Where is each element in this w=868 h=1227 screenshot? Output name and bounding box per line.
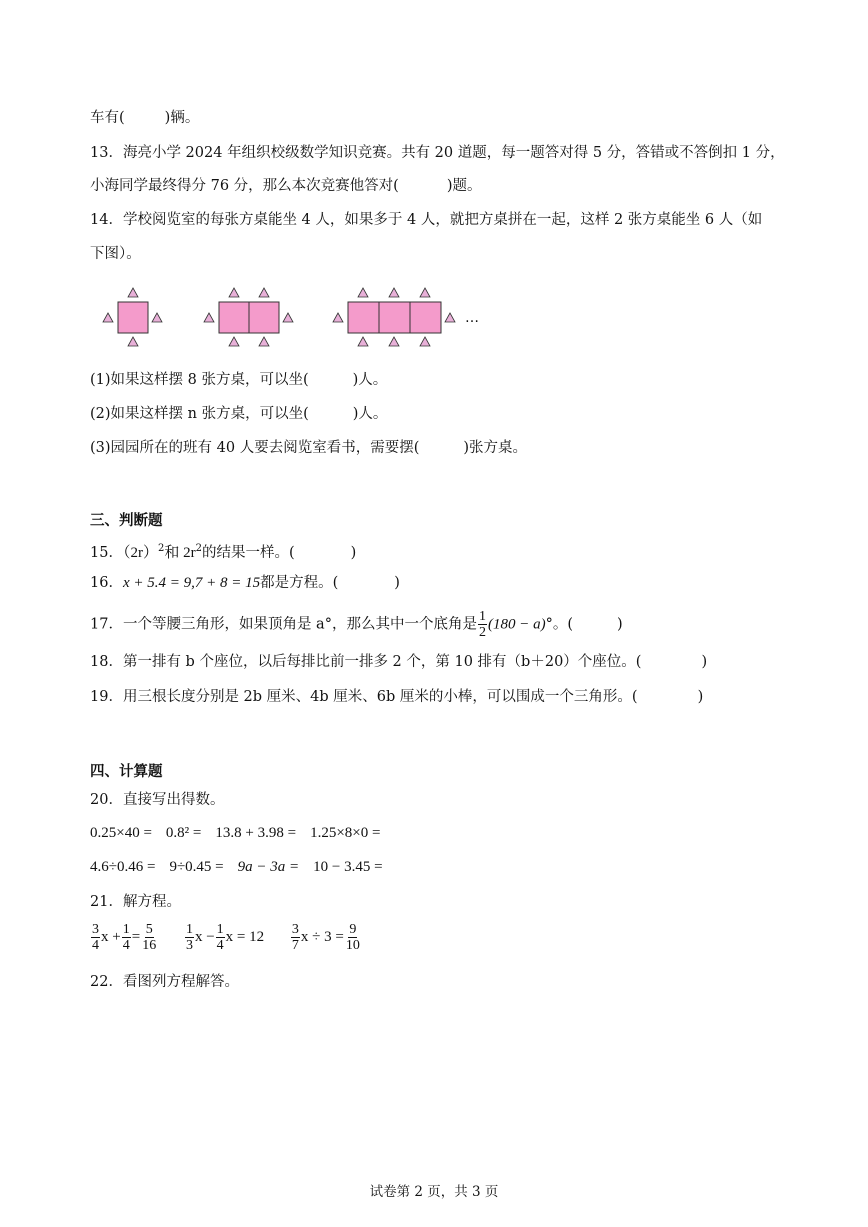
q21-eq3: [290, 922, 362, 954]
frac-denominator: 4: [92, 938, 99, 954]
seat-triangle: [229, 288, 239, 297]
frac-denominator: 4: [122, 938, 130, 954]
q14-sub1-text-after: )人。: [352, 372, 388, 388]
q15-expr1: （2r）: [122, 544, 158, 561]
q15-sup2: 2: [195, 543, 202, 554]
q14-sub2-text: (2)如果这样摆 n 张方桌，可以坐(: [90, 406, 309, 422]
q16-close: ): [394, 575, 400, 591]
q15-close: ): [350, 544, 357, 561]
q15-number: 15．: [90, 544, 123, 561]
q18-text: 18．第一排有 b 个座位，以后每排比前一排多 2 个，第 10 排有（b＋20）个座位。(: [90, 654, 642, 670]
fraction: [291, 922, 300, 953]
q17: [90, 609, 623, 640]
q12-text-after: )辆。: [164, 110, 200, 126]
frac-denominator: 10: [345, 938, 360, 954]
seat-triangle: [445, 313, 455, 322]
q14-sub3-text: (3)园园所在的班有 40 人要去阅览室看书，需要摆(: [90, 440, 420, 456]
frac-numerator: 5: [145, 922, 153, 938]
q20-title: 20．直接写出得数。: [90, 792, 225, 808]
q14-sub3: [90, 438, 527, 458]
q14-sub2: [90, 404, 387, 424]
q16-after: 都是方程。(: [260, 575, 339, 591]
q21-equations: [90, 920, 362, 954]
q15-sup: 2: [157, 543, 165, 554]
eq-text: x = 12: [225, 929, 265, 945]
eq-text: =: [131, 929, 141, 945]
frac-numerator: 1: [122, 922, 130, 938]
frac-denominator: 16: [142, 938, 157, 954]
seat-triangle: [259, 288, 269, 297]
q17-number: 17．: [90, 616, 123, 633]
q20-item: 9a − 3a =: [237, 859, 300, 875]
square-table: [410, 302, 441, 333]
eq-text: x ÷ 3 =: [300, 929, 344, 945]
seat-triangle: [283, 313, 293, 322]
fraction: [122, 922, 131, 953]
fraction: [216, 922, 225, 953]
table-group-2: [204, 288, 293, 346]
q18: [90, 652, 707, 672]
q19-text: 19．用三根长度分别是 2b 厘米、4b 厘米、6b 厘米的小棒，可以围成一个三角形。(: [90, 689, 638, 705]
eq-text: x +: [101, 929, 121, 945]
frac-numerator: 3: [291, 922, 299, 938]
section-4-title: 四、计算题: [90, 764, 163, 780]
q15: [90, 539, 356, 563]
q15-after: 的结果一样。(: [201, 544, 295, 561]
square-table: [379, 302, 410, 333]
q14-table-figure: [95, 282, 495, 352]
fraction: [345, 922, 361, 953]
q17-after: °。(: [545, 616, 574, 633]
seat-triangle: [204, 313, 214, 322]
q20-item: 9÷0.45 =: [169, 859, 224, 875]
frac-numerator: 9: [349, 922, 357, 938]
frac-numerator: 1: [478, 609, 486, 624]
seat-triangle: [389, 288, 399, 297]
seat-triangle: [229, 337, 239, 346]
table-group-1: [103, 288, 162, 346]
q13-text-after: )题。: [446, 178, 482, 194]
seat-triangle: [358, 337, 368, 346]
ellipsis: …: [465, 310, 479, 326]
q16-number: 16．: [90, 575, 123, 591]
q20-item: 0.8² =: [165, 825, 202, 841]
q20-row2: [90, 857, 397, 877]
section-3-title: 三、判断题: [90, 513, 163, 529]
frac-denominator: 4: [216, 938, 224, 954]
q16: [90, 573, 400, 593]
q17-close: ): [617, 616, 623, 633]
q20-item: 0.25×40 =: [90, 825, 152, 841]
q14-sub3-text-after: )张方桌。: [463, 440, 528, 456]
q12-tail: [90, 108, 199, 128]
seat-triangle: [259, 337, 269, 346]
q21-eq1: [90, 922, 162, 954]
q13-text-before: 小海同学最终得分 76 分，那么本次竞赛他答对(: [90, 178, 399, 194]
eq-text: x −: [194, 929, 215, 945]
q14-sub1-text: (1)如果这样摆 8 张方桌，可以坐(: [90, 372, 309, 388]
seat-triangle: [358, 288, 368, 297]
q13-line1: 13．海亮小学 2024 年组织校级数学知识竞赛。共有 20 道题，每一题答对得 5 分，答错或不答倒扣 1 分，: [90, 145, 785, 161]
seat-triangle: [420, 288, 430, 297]
q14-sub2-text-after: )人。: [352, 406, 388, 422]
page-footer: 试卷第 2 页，共 3 页: [369, 1184, 499, 1200]
seat-triangle: [128, 288, 138, 297]
q15-mid: 和 2r: [164, 544, 196, 561]
q14-line1: 14．学校阅览室的每张方桌能坐 4 人，如果多于 4 人，就把方桌拼在一起，这样 2 张方桌能坐 6 人（如: [90, 212, 763, 228]
seat-triangle: [152, 313, 162, 322]
square-table: [348, 302, 379, 333]
fraction: [91, 922, 100, 953]
square-table: [118, 302, 148, 333]
q14-sub1: [90, 370, 387, 390]
square-table: [249, 302, 279, 333]
seat-triangle: [389, 337, 399, 346]
q12-text-before: 车有(: [90, 110, 125, 126]
q17-before: 一个等腰三角形，如果顶角是 a°，那么其中一个底角是: [122, 616, 477, 633]
q20-item: 13.8 + 3.98 =: [215, 825, 297, 841]
q20-row1: [90, 823, 394, 843]
frac-numerator: 3: [92, 922, 99, 938]
frac-denominator: 2: [478, 625, 486, 640]
fraction: [185, 922, 194, 953]
q20-item: 1.25×8×0 =: [310, 825, 381, 841]
seat-triangle: [103, 313, 113, 322]
frac-denominator: 3: [185, 938, 193, 954]
q21-title: 21．解方程。: [90, 894, 181, 910]
frac-denominator: 7: [291, 938, 299, 954]
square-table: [219, 302, 249, 333]
q14-line2: 下图）。: [90, 246, 141, 262]
q17-paren: (180 − a): [487, 616, 546, 633]
q13-line2: [90, 176, 482, 196]
seat-triangle: [333, 313, 343, 322]
table-group-3: [333, 288, 455, 346]
q20-item: 10 − 3.45 =: [313, 859, 383, 875]
seat-triangle: [420, 337, 430, 346]
q22-title: 22．看图列方程解答。: [90, 974, 239, 990]
frac-numerator: 1: [185, 922, 193, 938]
fraction: [141, 922, 157, 953]
q17-fraction: [478, 609, 487, 640]
q18-close: ): [701, 654, 708, 670]
q19: [90, 687, 703, 707]
q20-item: 4.6÷0.46 =: [90, 859, 156, 875]
q21-eq2: [184, 922, 268, 954]
q19-close: ): [697, 689, 704, 705]
seat-triangle: [128, 337, 138, 346]
q16-expr: x + 5.4 = 9,7 + 8 = 15: [122, 575, 261, 591]
frac-numerator: 1: [216, 922, 224, 938]
